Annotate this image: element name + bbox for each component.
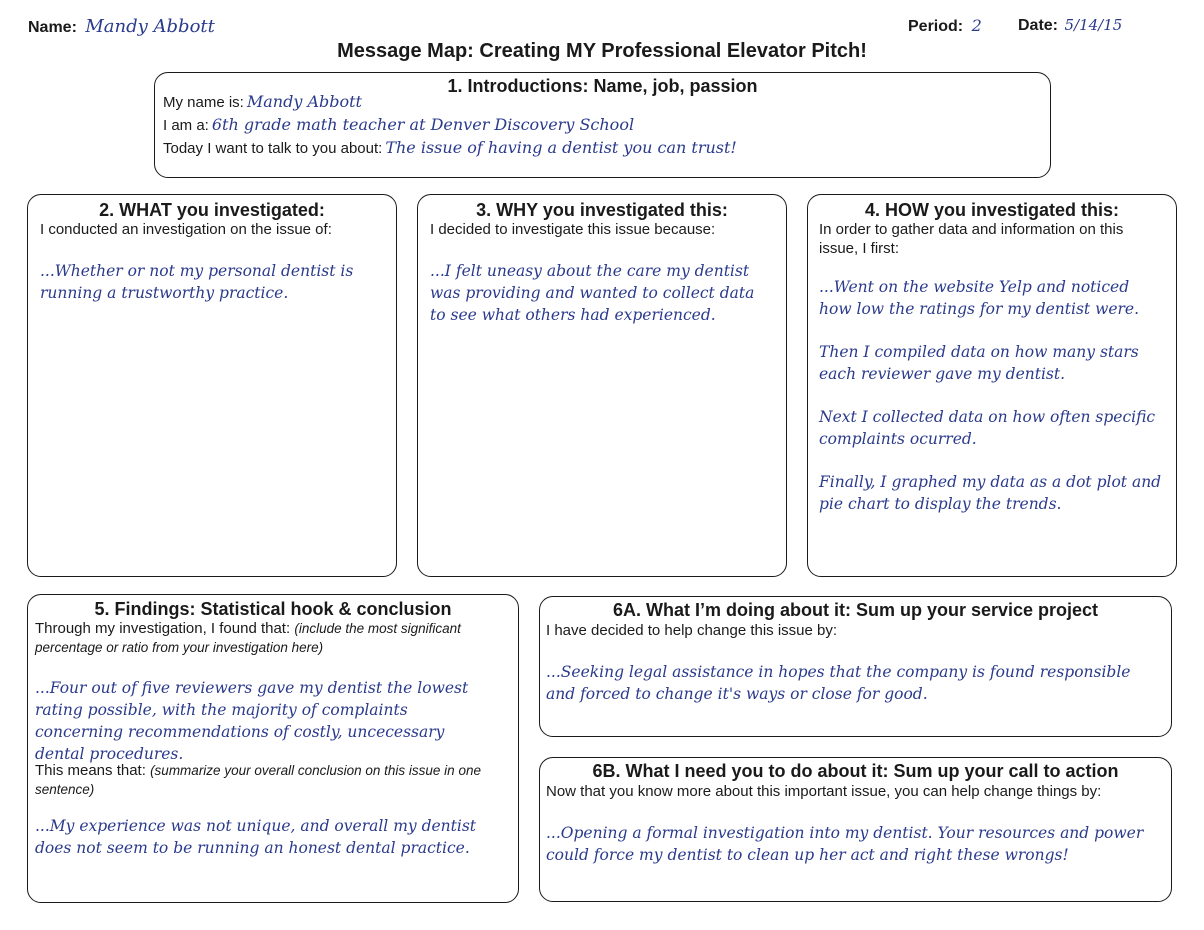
date-value: 5/14/15 [1064, 16, 1123, 34]
how-step: ...Went on the website Yelp and noticed how low the ratings for my dentist were. [819, 278, 1140, 318]
intro-topic-answer: The issue of having a dentist you can trust! [385, 138, 737, 157]
means-answer: ...My experience was not unique, and overall my dentist does not seem to be running an honest dental practice. [35, 817, 477, 857]
what-box [27, 194, 397, 577]
date-field [1018, 16, 1122, 35]
why-prompt: I decided to investigate this issue because: [430, 221, 716, 238]
doing-box [539, 596, 1172, 737]
doing-answer: ...Seeking legal assistance in hopes that the company is found responsible and forced to change it's ways or close for good. [546, 663, 1131, 703]
how-answer [819, 276, 1166, 536]
period-label: Period: [908, 18, 964, 35]
intro-job-answer: 6th grade math teacher at Denver Discovery School [211, 115, 635, 134]
name-value: Mandy Abbott [85, 16, 215, 37]
what-answer: ...Whether or not my personal dentist is running a trustworthy practice. [40, 262, 354, 302]
findings-answer: ...Four out of five reviewers gave my dentist the lowest rating possible, with the majority of complaints concerning recommendations of costly, uncecessary dental procedures. [35, 679, 469, 763]
what-prompt: I conducted an investigation on the issue of: [40, 221, 332, 238]
period-value: 2 [971, 16, 982, 35]
how-box [807, 194, 1177, 577]
period-field [908, 16, 982, 36]
doing-heading: 6A. What I’m doing about it: Sum up your service project [612, 600, 1099, 620]
introductions-box [154, 72, 1051, 178]
introductions-heading: 1. Introductions: Name, job, passion [447, 76, 758, 96]
intro-name-answer: Mandy Abbott [246, 92, 362, 111]
how-step: Finally, I graphed my data as a dot plot and pie chart to display the trends. [819, 473, 1162, 513]
means-prompt-note: (summarize your overall conclusion on this issue in one sentence) [35, 763, 481, 797]
how-heading: 4. HOW you investigated this: [864, 200, 1120, 220]
intro-name-line [163, 92, 362, 111]
need-prompt: Now that you know more about this important issue, you can help change things by: [546, 783, 1102, 800]
how-step: Then I compiled data on how many stars each reviewer gave my dentist. [819, 343, 1139, 383]
findings-box [27, 594, 519, 903]
intro-job-prompt: I am a: [163, 117, 209, 134]
doing-prompt: I have decided to help change this issue by: [546, 622, 838, 639]
intro-topic-line [163, 138, 737, 157]
intro-job-line [163, 115, 634, 134]
how-prompt: In order to gather data and information on this issue, I first: [819, 221, 1124, 257]
findings-prompt-text: Through my investigation, I found that: [35, 620, 291, 637]
name-field [28, 16, 215, 37]
means-prompt-text: This means that: [35, 762, 146, 779]
means-prompt [35, 761, 492, 799]
intro-topic-prompt: Today I want to talk to you about: [163, 140, 383, 157]
findings-prompt-note: (include the most significant percentage or ratio from your investigation here) [35, 621, 461, 655]
how-step: Next I collected data on how often specific complaints ocurred. [819, 408, 1156, 448]
name-label: Name: [28, 19, 77, 36]
why-heading: 3. WHY you investigated this: [476, 200, 728, 220]
need-answer: ...Opening a formal investigation into my dentist. Your resources and power could force my dentist to clean up her act and right these wrongs! [546, 824, 1144, 864]
page-title: Message Map: Creating MY Professional Elevator Pitch! [337, 40, 867, 62]
why-answer: ...I felt uneasy about the care my dentist was providing and wanted to collect data to see what others had experienced. [430, 262, 755, 324]
why-box [417, 194, 787, 577]
date-label: Date: [1018, 17, 1059, 34]
need-heading: 6B. What I need you to do about it: Sum up your call to action [592, 761, 1119, 781]
findings-heading: 5. Findings: Statistical hook & conclusion [94, 599, 452, 619]
intro-name-prompt: My name is: [163, 94, 244, 111]
need-box [539, 757, 1172, 902]
what-heading: 2. WHAT you investigated: [99, 200, 325, 220]
findings-prompt [35, 619, 502, 657]
